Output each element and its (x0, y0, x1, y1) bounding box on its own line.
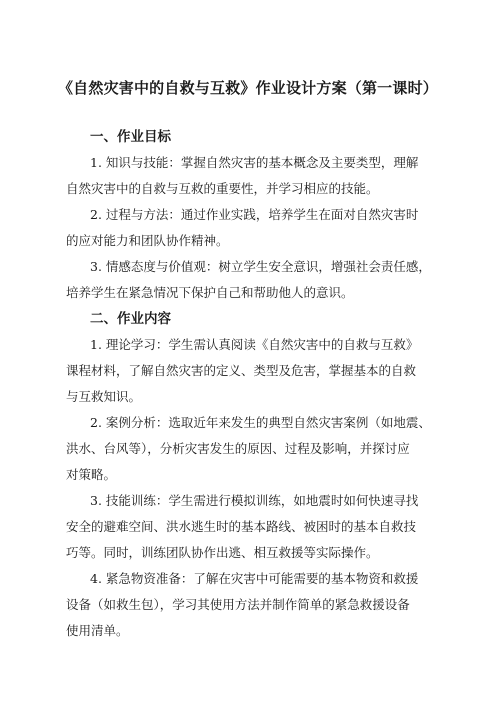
text-line: 巧等。同时，训练团队协作出逃、相互救援等实际操作。 (66, 545, 379, 560)
text-line: 洪水、台风等），分析灾害发生的原因、过程及影响，并探讨应 (66, 441, 410, 456)
text-line: 1. 知识与技能：掌握自然灾害的基本概念及主要类型，理解 (90, 155, 419, 170)
text-line: 2. 过程与方法：通过作业实践，培养学生在面对自然灾害时 (90, 207, 419, 222)
content-paragraph-1 (66, 332, 436, 410)
content-paragraph-3 (66, 488, 436, 566)
content-paragraph-4 (66, 566, 436, 644)
goal-paragraph-2 (66, 202, 436, 254)
goal-paragraph-3 (66, 254, 436, 306)
text-line: 自然灾害中的自救与互救的重要性，并学习相应的技能。 (66, 181, 379, 196)
content-paragraph-2 (66, 410, 436, 488)
text-line: 4. 紧急物资准备：了解在灾害中可能需要的基本物资和救援 (90, 571, 419, 586)
document-body (66, 124, 436, 644)
text-line: 3. 技能训练：学生需进行模拟训练，如地震时如何快速寻找 (90, 493, 419, 508)
section-heading-content: 二、作业内容 (90, 311, 171, 327)
text-line: 设备（如救生包），学习其使用方法并制作简单的紧急救援设备 (66, 597, 410, 612)
text-line: 的应对能力和团队协作精神。 (66, 233, 229, 248)
text-line: 1. 理论学习：学生需认真阅读《自然灾害中的自救与互救》 (90, 337, 419, 352)
text-line: 对策略。 (66, 467, 117, 482)
text-line: 培养学生在紧急情况下保护自己和帮助他人的意识。 (66, 285, 354, 300)
text-line: 课程材料，了解自然灾害的定义、类型及危害，掌握基本的自救 (66, 363, 417, 378)
text-line: 安全的避难空间、洪水逃生时的基本路线、被困时的基本自救技 (66, 519, 417, 534)
text-line: 2. 案例分析：选取近年来发生的典型自然灾害案例（如地震、 (90, 415, 431, 430)
section-heading-goals: 一、作业目标 (90, 129, 171, 145)
text-line: 与互救知识。 (66, 389, 142, 404)
document-title: 《自然灾害中的自救与互救》作业设计方案（第一课时） (57, 79, 438, 97)
text-line: 3. 情感态度与价值观：树立学生安全意识，增强社会责任感， (90, 259, 431, 274)
goal-paragraph-1 (66, 150, 436, 202)
text-line: 使用清单。 (66, 623, 129, 638)
